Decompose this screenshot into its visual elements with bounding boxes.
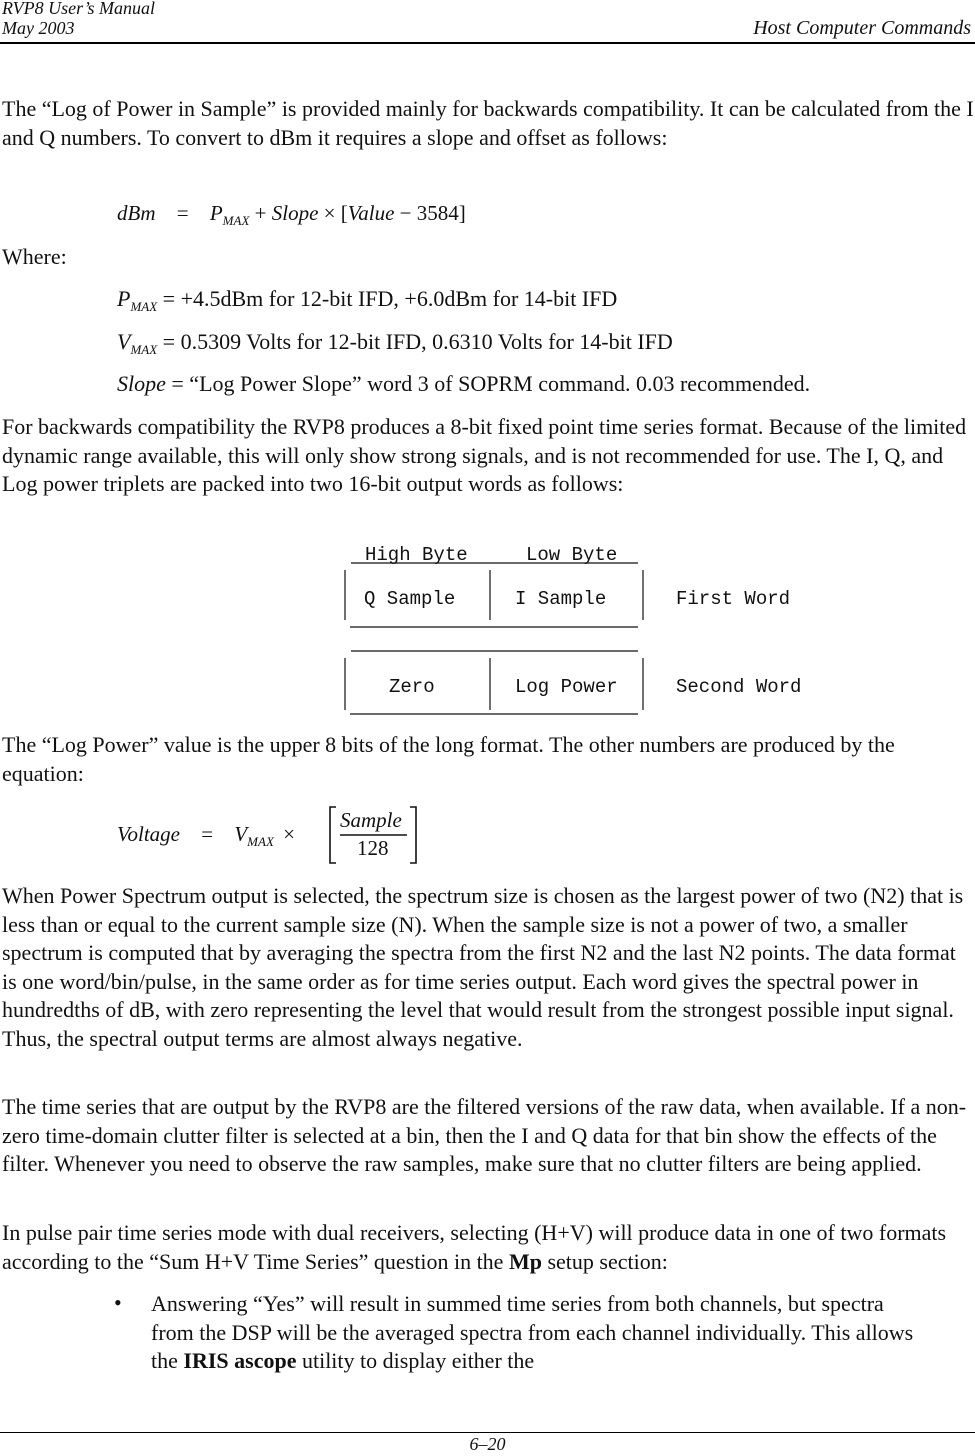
header-left	[2, 0, 155, 38]
first-word-label: First Word	[676, 588, 791, 610]
page-number: 6–20	[469, 1434, 506, 1454]
paragraph-8bit-format: For backwards compatibility the RVP8 produces a 8-bit fixed point time series format. Because of the limited dynamic range available, this will only show strong signals, and is not recommended for use. The I, Q, and Log power triplets are packed into two 16-bit output words as follows:	[2, 414, 967, 497]
log-power-label: Log Power	[515, 676, 618, 698]
high-byte-label: High Byte	[365, 544, 468, 566]
page-header	[0, 0, 975, 44]
iris-ascope-utility: IRIS ascope	[183, 1348, 297, 1374]
paragraph-log-power-intro: The “Log of Power in Sample” is provided mainly for backwards compatibility. It can be calculated from the I and Q numbers. To convert to dBm it requires a slope and offset as follows:	[2, 96, 974, 150]
where-label: Where:	[2, 244, 67, 269]
i-sample-label: I Sample	[515, 588, 607, 610]
paragraph-pulse-pair: In pulse pair time series mode with dual receivers, selecting (H+V) will produce data in one of two formats according to the “Sum H+V Time Series” question in the Mp setup section:	[2, 1220, 947, 1274]
definition-slope: Slope = “Log Power Slope” word 3 of SOPRM command. 0.03 recommended.	[117, 371, 811, 396]
second-word-label: Second Word	[676, 676, 802, 698]
bullet-marker: •	[114, 1290, 122, 1315]
equation-dbm: dBm = $P_{MAX}$ + Slope × [Value − 3584]	[117, 201, 466, 228]
fraction-numerator: Sample	[340, 808, 402, 832]
paragraph-power-spectrum: When Power Spectrum output is selected, the spectrum size is chosen as the largest power of two (N2) that is less than or equal to the current sample size (N). When the sample size is not a power of two, a smaller spectrum is computed that by averaging the spectra from the first N2 and the last N2 points. The data format is one word/bin/pulse, in the same order as for time series output. Each word gives the spectral power in hundredths of dB, with zero representing the level that would result from the strongest possible input signal. Thus, the spectral output terms are almost always negative.	[2, 883, 964, 1051]
paragraph-filtered-time-series: The time series that are output by the RVP8 are the filtered versions of the raw data, when available. If a non-zero time-domain clutter filter is selected at a bin, then the I and Q data for that bin show the effects of the filter. Whenever you need to observe the raw samples, make sure that no clutter filters are being applied.	[2, 1094, 967, 1177]
manual-date: May 2003	[2, 18, 75, 38]
page-footer	[0, 1432, 975, 1454]
paragraph-log-power-value: The “Log Power” value is the upper 8 bits of the long format. The other numbers are produced by the equation:	[2, 732, 895, 786]
section-title: Host Computer Commands	[753, 17, 971, 39]
definition-pmax: $P_{MAX} = +4.5dBm$ for 12-bit IFD, +6.0dBm for 14-bit IFD	[117, 286, 618, 314]
voltage-symbol: Voltage	[117, 822, 180, 846]
definition-vmax: $V_{MAX} = 0.5309$ Volts for 12-bit IFD, 0.6310 Volts for 14-bit IFD	[117, 329, 673, 357]
bullet-item-yes: Answering “Yes” will result in summed time series from both channels, but spectra from the DSP will be the averaged spectra from each channel individually. This allows the IRIS ascope utility to display either the	[151, 1291, 914, 1374]
mp-setup-section: Mp	[508, 1248, 542, 1274]
q-sample-label: Q Sample	[364, 588, 456, 610]
low-byte-label: Low Byte	[526, 544, 618, 566]
fraction-denominator: 128	[357, 836, 389, 860]
manual-title: RVP8 User’s Manual	[2, 0, 155, 18]
zero-label: Zero	[389, 676, 435, 698]
